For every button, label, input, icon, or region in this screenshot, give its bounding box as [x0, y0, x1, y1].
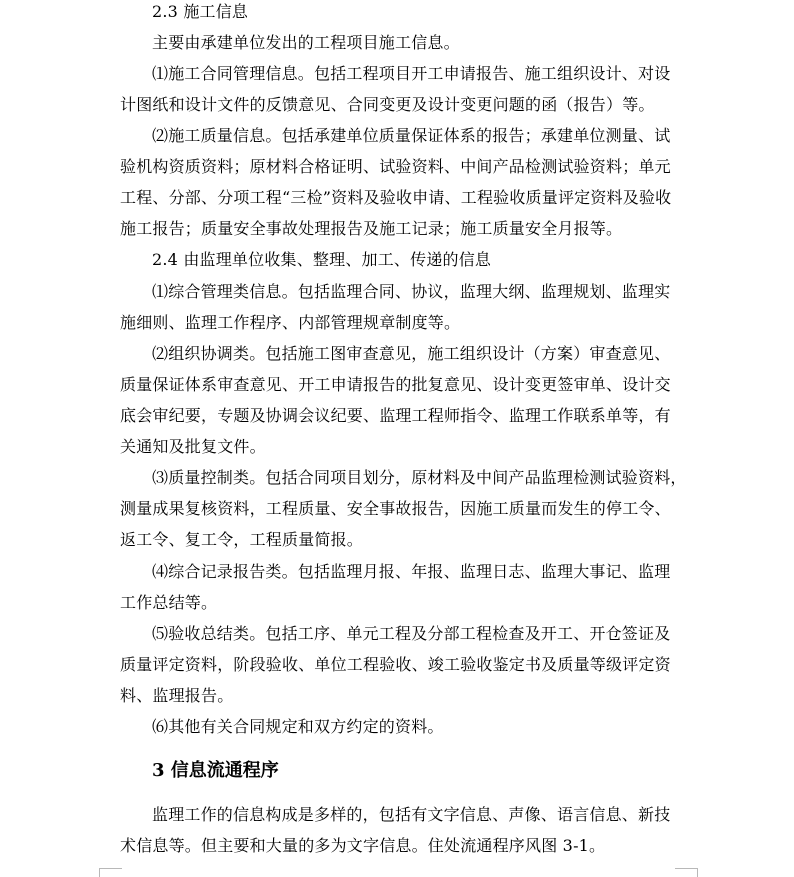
paragraph-line: 监理工作的信息构成是多样的，包括有文字信息、声像、语言信息、新技	[152, 805, 671, 824]
paragraph-line: 料、监理报告。	[120, 686, 234, 705]
paragraph-line: ⑹其他有关合同规定和双方约定的资料。	[152, 717, 444, 736]
crop-mark-left	[99, 868, 122, 877]
crop-mark-right	[675, 868, 698, 877]
paragraph-line: 验机构资质资料；原材料合格证明、试验资料、中间产品检测试验资料；单元	[120, 157, 671, 176]
paragraph-line: ⑴综合管理类信息。包括监理合同、协议，监理大纲、监理规划、监理实	[152, 282, 671, 301]
paragraph-line: 测量成果复核资料，工程质量、安全事故报告，因施工质量而发生的停工令、	[120, 499, 671, 518]
paragraph-line: ⑵施工质量信息。包括承建单位质量保证体系的报告；承建单位测量、试	[152, 126, 671, 145]
paragraph-line: 施细则、监理工作程序、内部管理规章制度等。	[120, 313, 461, 332]
section-2-3-heading: 2.3 施工信息	[152, 2, 249, 21]
paragraph-line: 主要由承建单位发出的工程项目施工信息。	[152, 33, 460, 52]
paragraph-line: 施工报告；质量安全事故处理报告及施工记录；施工质量安全月报等。	[120, 219, 623, 238]
paragraph-line: ⑷综合记录报告类。包括监理月报、年报、监理日志、监理大事记、监理	[152, 562, 671, 581]
paragraph-line: ⑴施工合同管理信息。包括工程项目开工申请报告、施工组织设计、对设	[152, 64, 671, 83]
paragraph-line: 质量评定资料，阶段验收、单位工程验收、竣工验收鉴定书及质量等级评定资	[120, 655, 671, 674]
paragraph-line: ⑵组织协调类。包括施工图审查意见，施工组织设计（方案）审查意见、	[152, 344, 671, 363]
paragraph-line: 工程、分部、分项工程“三检”资料及验收申请、工程验收质量评定资料及验收	[120, 188, 672, 207]
paragraph-line: ⑸验收总结类。包括工序、单元工程及分部工程检查及开工、开仓签证及	[152, 624, 671, 643]
section-2-4-heading: 2.4 由监理单位收集、整理、加工、传递的信息	[152, 250, 492, 269]
paragraph-line: 工作总结等。	[120, 593, 218, 612]
paragraph-line: 底会审纪要，专题及协调会议纪要、监理工程师指令、监理工作联系单等，有	[120, 406, 671, 425]
paragraph-line: ⑶质量控制类。包括合同项目划分，原材料及中间产品监理检测试验资料，	[152, 468, 687, 487]
paragraph-line: 术信息等。但主要和大量的多为文字信息。住处流通程序风图 3-1。	[120, 836, 606, 855]
paragraph-line: 返工令、复工令，工程质量简报。	[120, 530, 364, 549]
paragraph-line: 计图纸和设计文件的反馈意见、合同变更及设计变更问题的函（报告）等。	[120, 95, 655, 114]
paragraph-line: 关通知及批复文件。	[120, 437, 266, 456]
section-3-heading: 3 信息流通程序	[152, 760, 279, 781]
paragraph-line: 质量保证体系审查意见、开工申请报告的批复意见、设计变更签审单、设计交	[120, 375, 671, 394]
